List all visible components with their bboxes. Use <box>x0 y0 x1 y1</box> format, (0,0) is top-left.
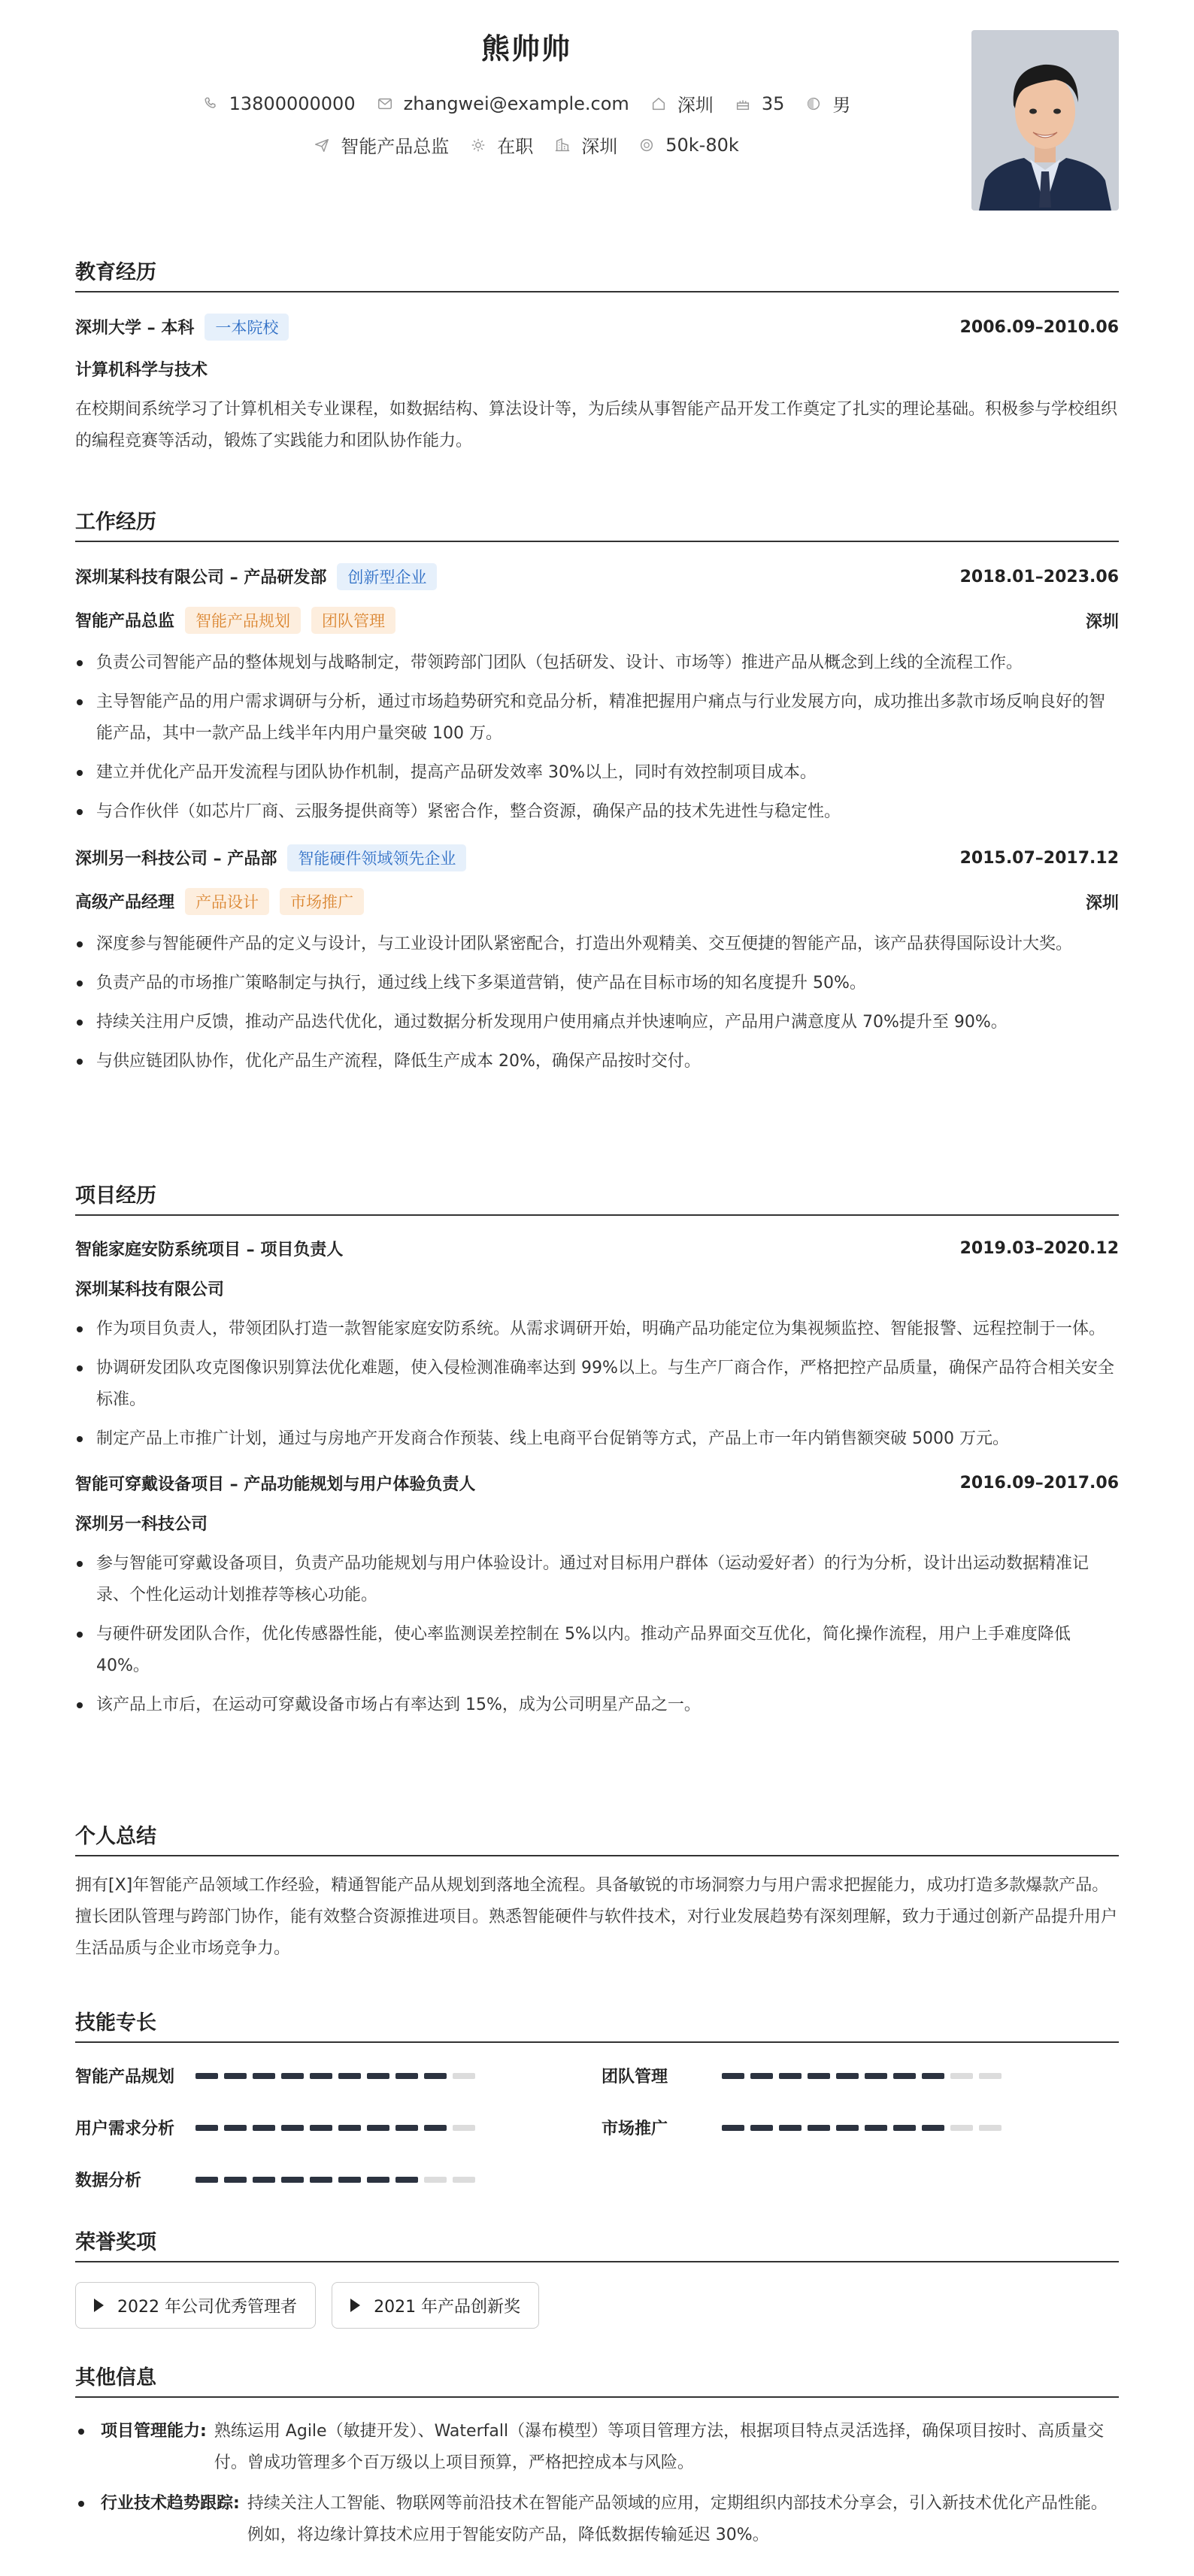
bullet-dot <box>78 2501 84 2507</box>
skill-segment-filled <box>922 2073 944 2079</box>
project-date: 2019.03–2020.12 <box>959 1239 1119 1258</box>
age-text: 35 <box>761 92 785 114</box>
project-bullet: 制定产品上市推广计划，通过与房地产开发商合作预装、线上电商平台促销等方式，产品上市一年内销售额突破 5000 万元。 <box>75 1423 1119 1455</box>
projects-section <box>75 1179 1119 1729</box>
project-bullet: 作为项目负责人，带领团队打造一款智能家庭安防系统。从需求调研开始，明确产品功能定位为集视频监控、智能报警、远程控制于一体。 <box>75 1314 1119 1345</box>
job-company-tag: 智能硬件领域领先企业 <box>287 844 466 871</box>
education-section <box>75 256 1119 457</box>
project-bullet: 参与智能可穿戴设备项目，负责产品功能规划与用户体验设计。通过对目标用户群体（运动爱好者）的行为分析，设计出运动数据精准记录、个性化运动计划推荐等核心功能。 <box>75 1548 1119 1611</box>
job-role-line <box>75 607 395 634</box>
education-tag: 一本院校 <box>205 314 289 341</box>
skill-segment-filled <box>808 2125 830 2131</box>
skill-level-bar <box>195 2177 481 2183</box>
skill-segment-empty <box>424 2177 447 2183</box>
skill-level-bar <box>722 2125 1008 2131</box>
other-text: 持续关注人工智能、物联网等前沿技术在智能产品领域的应用，定期组织内部技术分享会，引入新技术优化产品性能。例如，将边缘计算技术应用于智能安防产品，降低数据传输延迟 30%。 <box>247 2494 1108 2544</box>
job-bullet: 建立并优化产品开发流程与团队协作机制，提高产品研发效率 30%以上，同时有效控制项目成本。 <box>75 757 1119 789</box>
job-bullet: 持续关注用户反馈，推动产品迭代优化，通过数据分析发现用户使用痛点并快速响应，产品用户满意度从 70%提升至 90%。 <box>75 1007 1119 1038</box>
job-bullet: 深度参与智能硬件产品的定义与设计，与工业设计团队紧密配合，打造出外观精美、交互便捷的智能产品，该产品获得国际设计大奖。 <box>75 929 1119 960</box>
skill-segment-filled <box>893 2073 916 2079</box>
skill-segment-filled <box>310 2177 332 2183</box>
job-skill-tag: 智能产品规划 <box>185 607 301 634</box>
skill-segment-filled <box>836 2073 859 2079</box>
project-entry <box>75 1471 1119 1721</box>
skill-segment-filled <box>253 2073 275 2079</box>
job-date: 2015.07–2017.12 <box>959 848 1119 868</box>
skill-item <box>602 2116 1119 2139</box>
age-info <box>735 93 785 114</box>
summary-title: 个人总结 <box>75 1820 1119 1856</box>
play-icon <box>350 2299 360 2312</box>
skills-grid <box>75 2064 1119 2191</box>
skill-level-bar <box>195 2073 481 2079</box>
skill-segment-filled <box>224 2177 247 2183</box>
candidate-name: 熊帅帅 <box>480 32 571 65</box>
skill-segment-filled <box>367 2073 389 2079</box>
skill-segment-filled <box>367 2177 389 2183</box>
other-title: 其他信息 <box>75 2361 1119 2398</box>
project-bullets <box>75 1548 1119 1721</box>
project-header-row <box>75 1471 1119 1495</box>
project-company: 深圳某科技有限公司 <box>75 1280 225 1299</box>
project-date: 2016.09–2017.06 <box>959 1474 1119 1493</box>
status-text: 在职 <box>497 136 534 157</box>
project-bullet: 协调研发团队攻克图像识别算法优化难题，使入侵检测准确率达到 99%以上。与生产厂商合作，严格把控产品质量，确保产品符合相关安全标准。 <box>75 1353 1119 1416</box>
other-text: 熟练运用 Agile（敏捷开发）、Waterfall（瀑布模型）等项目管理方法，根据项目特点灵活选择，确保项目按时、高质量交付。曾成功管理多个百万级以上项目预算，严格把控成本与风险。 <box>214 2422 1105 2472</box>
skill-name: 市场推广 <box>602 2120 668 2138</box>
play-icon <box>94 2299 104 2312</box>
skill-segment-filled <box>367 2125 389 2131</box>
project-bullets <box>75 1314 1119 1455</box>
skill-level-bar <box>195 2125 481 2131</box>
job-company-line <box>75 844 466 871</box>
skill-segment-filled <box>195 2177 218 2183</box>
skill-segment-empty <box>950 2125 973 2131</box>
education-school: 深圳大学 – 本科 <box>75 319 195 338</box>
skills-title: 技能专长 <box>75 2006 1119 2043</box>
other-list <box>75 2416 1119 2551</box>
job-company-row <box>75 844 1119 871</box>
project-company: 深圳另一科技公司 <box>75 1515 208 1534</box>
job-company-row <box>75 563 1119 590</box>
project-name: 智能可穿戴设备项目 – 产品功能规划与用户体验负责人 <box>75 1475 476 1494</box>
skill-segment-filled <box>893 2125 916 2131</box>
skill-item <box>75 2168 602 2191</box>
skill-segment-filled <box>722 2125 744 2131</box>
salary-info <box>638 135 739 156</box>
work-title: 工作经历 <box>75 505 1119 542</box>
skill-segment-filled <box>395 2073 418 2079</box>
job-date: 2018.01–2023.06 <box>959 567 1119 586</box>
job-bullet: 与供应链团队协作，优化产品生产流程，降低生产成本 20%，确保产品按时交付。 <box>75 1046 1119 1077</box>
avatar-photo <box>971 30 1119 211</box>
skill-segment-filled <box>865 2125 887 2131</box>
skill-segment-filled <box>253 2125 275 2131</box>
education-desc: 在校期间系统学习了计算机相关专业课程，如数据结构、算法设计等，为后续从事智能产品开发工作奠定了扎实的理论基础。积极参与学校组织的编程竞赛等活动，锻炼了实践能力和团队协作能力。 <box>75 400 1118 450</box>
project-header-row <box>75 1237 1119 1260</box>
home-icon <box>650 95 667 112</box>
skill-name: 智能产品规划 <box>75 2068 175 2087</box>
job-bullet: 负责公司智能产品的整体规划与战略制定，带领跨部门团队（包括研发、设计、市场等）推进产品从概念到上线的全流程工作。 <box>75 647 1119 679</box>
skill-segment-filled <box>195 2073 218 2079</box>
projects-title: 项目经历 <box>75 1179 1119 1216</box>
skill-level-bar <box>722 2073 1008 2079</box>
job-company: 深圳另一科技公司 – 产品部 <box>75 850 277 868</box>
gender-icon <box>805 95 822 112</box>
education-school-line <box>75 314 289 341</box>
skill-segment-filled <box>836 2125 859 2131</box>
awards-title: 荣誉奖项 <box>75 2226 1119 2262</box>
send-icon <box>314 137 330 153</box>
job-bullet: 与合作伙伴（如芯片厂商、云服务提供商等）紧密合作，整合资源，确保产品的技术先进性与稳定性。 <box>75 796 1119 828</box>
skill-segment-filled <box>338 2177 361 2183</box>
job-bullets <box>75 647 1119 828</box>
job-entry <box>75 563 1119 828</box>
contact-row <box>0 90 1053 117</box>
project-entry <box>75 1237 1119 1455</box>
skill-segment-filled <box>338 2125 361 2131</box>
email-info <box>377 93 629 114</box>
email-text: zhangwei@example.com <box>403 92 629 114</box>
award-chip <box>75 2282 316 2329</box>
skill-segment-filled <box>310 2125 332 2131</box>
skills-section <box>75 2006 1119 2191</box>
summary-text: 拥有[X]年智能产品领域工作经验，精通智能产品从规划到落地全流程。具备敏锐的市场洞察力与用户需求把握能力，成功打造多款爆款产品。擅长团队管理与跨部门协作，能有效整合资源推进项目。熟悉智能硬件与软件技术，对行业发展趋势有深刻理解，致力于通过创新产品提升用户生活品质与企业市场竞争力。 <box>75 1876 1118 1958</box>
other-label: 行业技术趋势跟踪: <box>101 2494 240 2513</box>
target-city-text: 深圳 <box>581 136 618 157</box>
job-entry <box>75 844 1119 1077</box>
skill-segment-filled <box>808 2073 830 2079</box>
gender-text: 男 <box>832 95 851 116</box>
skill-segment-filled <box>750 2125 773 2131</box>
skill-segment-filled <box>424 2125 447 2131</box>
skill-segment-filled <box>779 2073 802 2079</box>
target-city-info <box>554 132 617 158</box>
other-item <box>75 2488 1119 2551</box>
skill-segment-filled <box>310 2073 332 2079</box>
skill-segment-filled <box>922 2125 944 2131</box>
job-bullet: 主导智能产品的用户需求调研与分析，通过市场趋势研究和竞品分析，精准把握用户痛点与行业发展方向，成功推出多款市场反响良好的智能产品，其中一款产品上线半年内用户量突破 100 万。 <box>75 686 1119 750</box>
phone-info <box>202 93 356 114</box>
job-role-row <box>75 888 1119 915</box>
job-company: 深圳某科技有限公司 – 产品研发部 <box>75 568 327 587</box>
education-major: 计算机科学与技术 <box>75 361 208 380</box>
skill-item <box>602 2064 1119 2087</box>
job-role-line <box>75 888 364 915</box>
skill-segment-empty <box>979 2125 1002 2131</box>
education-header-row <box>75 314 1119 341</box>
resume-header <box>0 0 1194 226</box>
cake-icon <box>735 95 751 112</box>
skill-segment-filled <box>281 2125 304 2131</box>
city-text: 深圳 <box>677 95 714 116</box>
phone-icon <box>202 95 219 112</box>
job-bullet: 负责产品的市场推广策略制定与执行，通过线上线下多渠道营销，使产品在目标市场的知名度提升 50%。 <box>75 968 1119 999</box>
job-location: 深圳 <box>1085 893 1119 913</box>
skill-segment-filled <box>722 2073 744 2079</box>
other-section <box>75 2361 1119 2560</box>
phone-text: 13800000000 <box>229 92 356 114</box>
job-location: 深圳 <box>1085 612 1119 632</box>
skill-item <box>75 2064 602 2087</box>
skill-segment-filled <box>195 2125 218 2131</box>
awards-section <box>75 2226 1119 2329</box>
job-skill-tag: 团队管理 <box>311 607 395 634</box>
job-skill-tag: 产品设计 <box>185 888 269 915</box>
education-title: 教育经历 <box>75 256 1119 292</box>
coin-icon <box>638 137 655 153</box>
award-label: 2022 年公司优秀管理者 <box>117 2297 297 2317</box>
skill-segment-filled <box>424 2073 447 2079</box>
status-info <box>470 132 533 158</box>
skill-item <box>75 2116 602 2139</box>
skill-segment-filled <box>281 2177 304 2183</box>
skill-segment-filled <box>395 2177 418 2183</box>
summary-section <box>75 1820 1119 1965</box>
bullet-dot <box>78 2429 84 2435</box>
skill-segment-empty <box>453 2125 475 2131</box>
job-company-tag: 创新型企业 <box>337 563 437 590</box>
award-label: 2021 年产品创新奖 <box>374 2297 521 2317</box>
award-chip <box>332 2282 539 2329</box>
building-icon <box>554 137 571 153</box>
job-company-line <box>75 563 437 590</box>
work-section <box>75 505 1119 1085</box>
job-bullets <box>75 929 1119 1077</box>
other-item <box>75 2416 1119 2479</box>
gender-info <box>805 90 850 117</box>
salary-text: 50k-80k <box>665 134 739 156</box>
education-date: 2006.09–2010.06 <box>959 317 1119 337</box>
skill-segment-filled <box>865 2073 887 2079</box>
gear-icon <box>470 137 486 153</box>
skill-segment-empty <box>979 2073 1002 2079</box>
job-role-row <box>75 607 1119 634</box>
skill-segment-empty <box>950 2073 973 2079</box>
skill-segment-filled <box>750 2073 773 2079</box>
skill-segment-filled <box>253 2177 275 2183</box>
skill-segment-filled <box>281 2073 304 2079</box>
other-label: 项目管理能力: <box>101 2422 207 2441</box>
job-role: 智能产品总监 <box>75 612 175 631</box>
awards-list <box>75 2282 1119 2329</box>
skill-segment-filled <box>224 2125 247 2131</box>
skill-name: 用户需求分析 <box>75 2120 175 2138</box>
job-role: 高级产品经理 <box>75 893 175 912</box>
job-intent-row <box>0 132 1053 158</box>
project-name: 智能家庭安防系统项目 – 项目负责人 <box>75 1241 344 1259</box>
skill-segment-filled <box>338 2073 361 2079</box>
position-text: 智能产品总监 <box>341 136 450 157</box>
skill-segment-empty <box>453 2073 475 2079</box>
skill-segment-filled <box>779 2125 802 2131</box>
job-skill-tag: 市场推广 <box>280 888 364 915</box>
project-bullet: 该产品上市后，在运动可穿戴设备市场占有率达到 15%，成为公司明星产品之一。 <box>75 1690 1119 1721</box>
skill-name: 数据分析 <box>75 2171 142 2190</box>
skill-segment-empty <box>453 2177 475 2183</box>
skill-name: 团队管理 <box>602 2068 668 2087</box>
position-info <box>314 132 449 158</box>
city-info <box>650 90 714 117</box>
skill-segment-filled <box>224 2073 247 2079</box>
mail-icon <box>377 95 393 112</box>
project-bullet: 与硬件研发团队合作，优化传感器性能，使心率监测误差控制在 5%以内。推动产品界面交互优化，简化操作流程，用户上手难度降低 40%。 <box>75 1619 1119 1682</box>
skill-segment-filled <box>395 2125 418 2131</box>
